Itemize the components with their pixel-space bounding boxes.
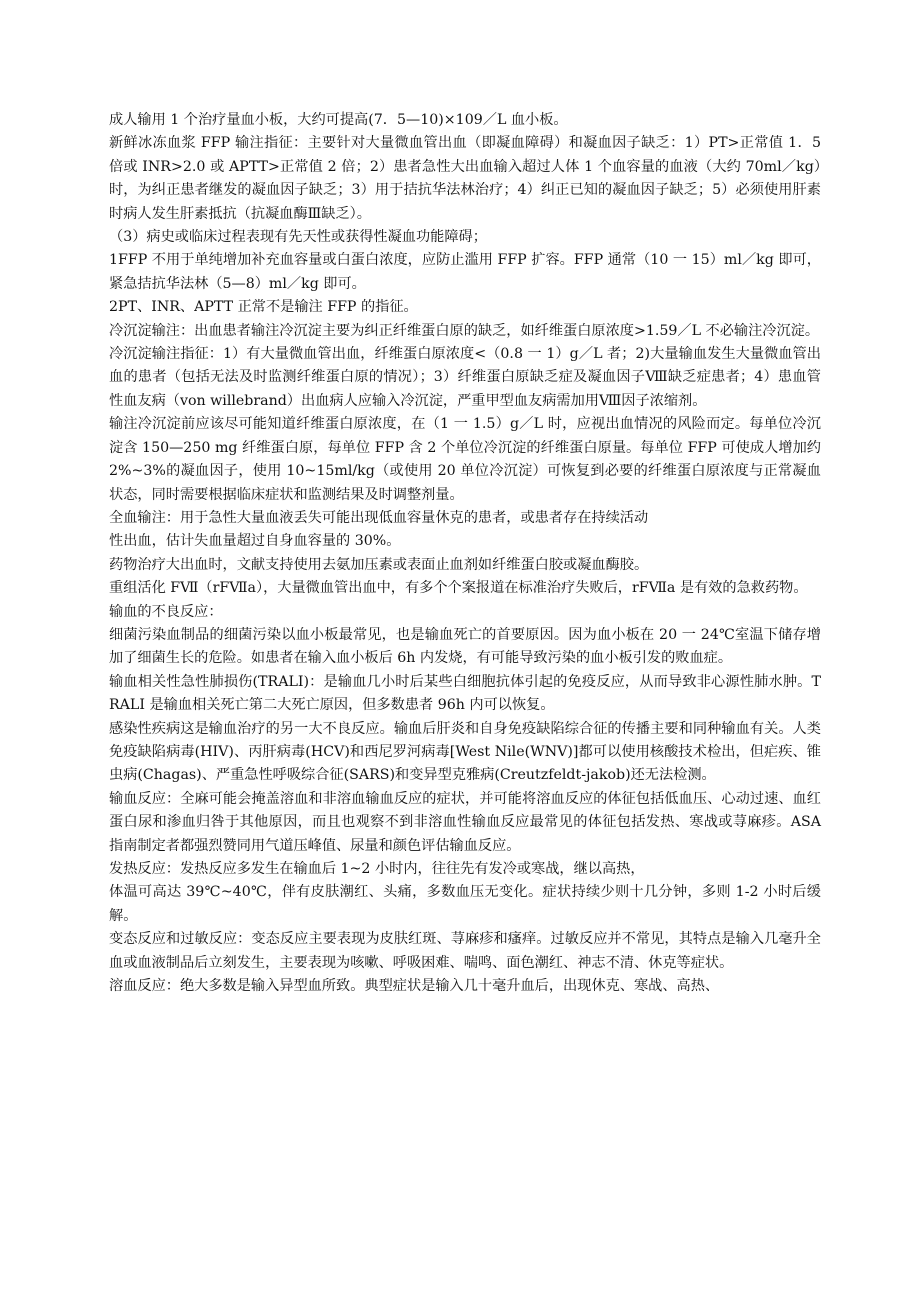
paragraph-transfusion-reaction: 输血反应：全麻可能会掩盖溶血和非溶血输血反应的症状，并可能将溶血反应的体征包括低血压、心动过速、血红蛋白尿和渗血归咎于其他原因，而且也观察不到非溶血性输血反应最常见的体征包括发热、寒战或荨麻疹。ASA 指南制定者都强烈赞同用气道压峰值、尿量和颜色评估输血反应。: [109, 790, 821, 854]
paragraph-ffp-indications: 新鲜冰冻血浆 FFP 输注指征：主要针对大量微血管出血（即凝血障碍）和凝血因子缺乏：1）PT>正常值 1．5 倍或 INR>2.0 或 APTT>正常值 2 倍；2）患者急性大出血输入超过人体 1 个血容量的血液（大约 70ml／kg）时，为纠正患者继发的凝血因子缺乏；3）用于拮抗华法林治疗；4）纠正已知的凝血因子缺乏；5）必须使用肝素时病人发生肝素抵抗（抗凝血酶Ⅲ缺乏）。: [109, 135, 821, 222]
paragraph-bacterial-contamination: 细菌污染血制品的细菌污染以血小板最常见，也是输血死亡的首要原因。因为血小板在 20 一 24℃室温下储存增加了细菌生长的危险。如患者在输入血小板后 6h 内发烧，有可能导致污染的血小板引发的败血症。: [109, 626, 821, 667]
paragraph-whole-blood: 全血输注：用于急性大量血液丢失可能出现低血容量休克的患者，或患者存在持续活动: [109, 509, 649, 526]
paragraph-cryo-fibrinogen: 输注冷沉淀前应该尽可能知道纤维蛋白原浓度，在（1 一 1.5）g／L 时，应视出血情况的风险而定。每单位冷沉淀含 150—250 mg 纤维蛋白原，每单位 FFP 含 2 个单位冷沉淀的纤维蛋白原量。每单位 FFP 可使成人增加约 2%~3%的凝血因子，使用 10~15ml/kg（或使用 20 单位冷沉淀）可恢复到必要的纤维蛋白原浓度与正常凝血状态，同时需要根据临床症状和监测结果及时调整剂量。: [109, 416, 821, 503]
paragraph-cryo-infusion: 冷沉淀输注：出血患者输注冷沉淀主要为纠正纤维蛋白原的缺乏，如纤维蛋白原浓度>1.59／L 不必输注冷沉淀。: [109, 322, 820, 339]
paragraph-trali: 输血相关性急性肺损伤(TRALI)：是输血几小时后某些白细胞抗体引起的免疫反应，从而导致非心源性肺水肿。TRALI 是输血相关死亡第二大死亡原因，但多数患者 96h 内可以恢复。: [109, 673, 821, 714]
paragraph-whole-blood-cont: 性出血，估计失血量超过自身血容量的 30%。: [109, 533, 401, 550]
paragraph-adverse-heading: 输血的不良反应：: [109, 603, 223, 620]
paragraph-drug-therapy: 药物治疗大出血时，文献支持使用去氨加压素或表面止血剂如纤维蛋白胶或凝血酶胶。: [109, 556, 649, 573]
paragraph-infectious-disease: 感染性疾病这是输血治疗的另一大不良反应。输血后肝炎和自身免疫缺陷综合征的传播主要和同种输血有关。人类免疫缺陷病毒(HIV)、丙肝病毒(HCV)和西尼罗河病毒[West Nile(WNV)]都可以使用核酸技术检出，但疟疾、锥虫病(Chagas)、严重急性呼吸综合征(SARS)和变异型克雅病(Creutzfeldt-jakob)还无法检测。: [109, 720, 821, 784]
paragraph-cryo-indications: 冷沉淀输注指征：1）有大量微血管出血，纤维蛋白原浓度<（0.8 一 1）g／L 者；2)大量输血发生大量微血管出血的患者（包括无法及时监测纤维蛋白原的情况）；3）纤维蛋白原缺乏症及凝血因子Ⅷ缺乏症患者；4）患血管性血友病（von willebrand）出血病人应输入冷沉淀，严重甲型血友病需加用Ⅷ因子浓缩剂。: [109, 346, 821, 409]
paragraph-coagulation-history: （3）病史或临床过程表现有先天性或获得性凝血功能障碍；: [109, 229, 487, 246]
document-body: [109, 109, 821, 998]
paragraph-rfviia: 重组活化 FⅦ（rFⅦa），大量微血管出血中，有多个个案报道在标准治疗失败后，rFⅦa 是有效的急救药物。: [109, 580, 808, 597]
paragraph-ffp-not-indicated: 2PT、INR、APTT 正常不是输注 FFP 的指征。: [109, 299, 418, 316]
paragraph-platelet-dose: 成人输用 1 个治疗量血小板，大约可提高(7．5—10)×109／L 血小板。: [109, 112, 568, 128]
paragraph-hemolytic-reaction: 溶血反应：绝大多数是输入异型血所致。典型症状是输入几十毫升血后，出现休克、寒战、高热、: [109, 978, 720, 995]
paragraph-febrile-reaction-cont: 体温可高达 39℃~40℃，伴有皮肤潮红、头痛，多数血压无变化。症状持续少则十几分钟，多则 1-2 小时后缓解。: [109, 884, 821, 924]
paragraph-ffp-dosage: 1FFP 不用于单纯增加补充血容量或白蛋白浓度，应防止滥用 FFP 扩容。FFP 通常（10 一 15）ml／kg 即可，紧急拮抗华法林（5—8）ml／kg 即可。: [109, 252, 821, 292]
paragraph-allergic-reaction: 变态反应和过敏反应：变态反应主要表现为皮肤红斑、荨麻疹和瘙痒。过敏反应并不常见，其特点是输入几毫升全血或血液制品后立刻发生，主要表现为咳嗽、呼吸困难、喘鸣、面色潮红、神志不清、休克等症状。: [109, 931, 821, 971]
paragraph-febrile-reaction: 发热反应：发热反应多发生在输血后 1~2 小时内，往往先有发冷或寒战，继以高热，: [109, 861, 645, 877]
